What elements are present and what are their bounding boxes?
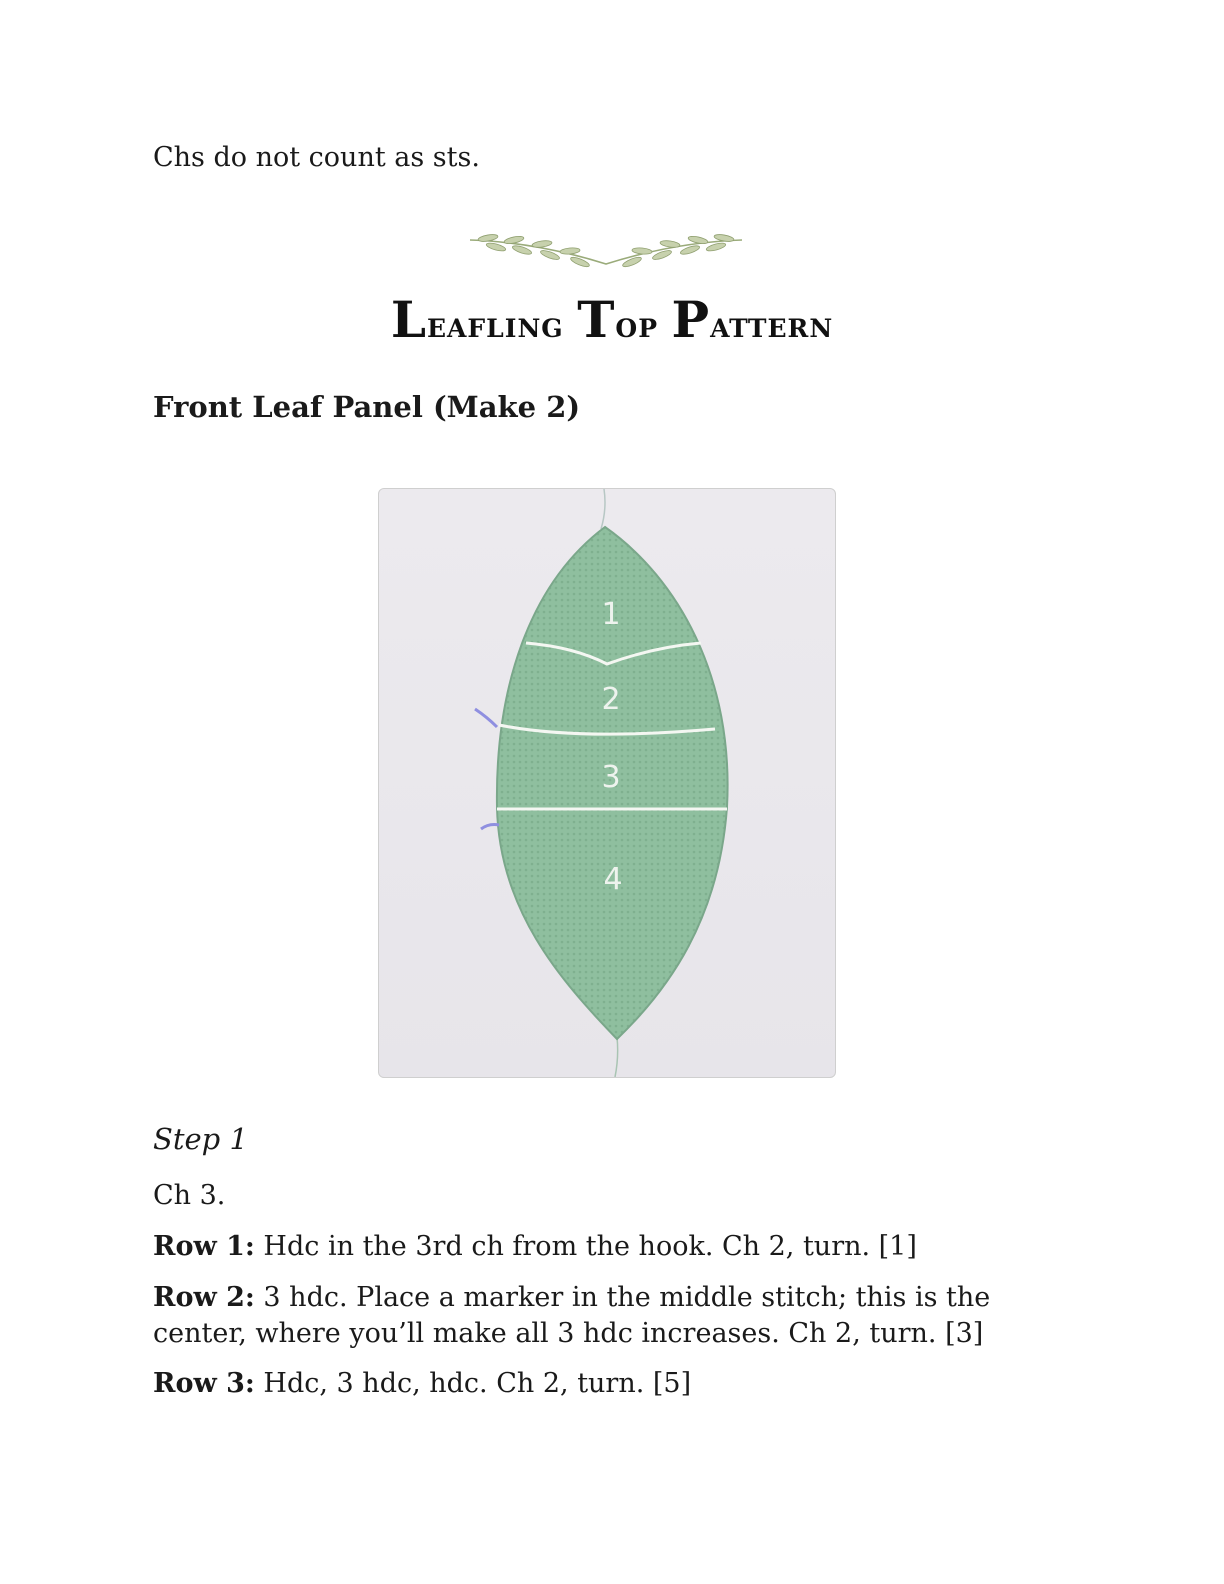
section-heading: Front Leaf Panel (Make 2) xyxy=(153,390,581,424)
instruction-row2 xyxy=(153,1280,1073,1352)
instruction-row3 xyxy=(153,1366,1073,1402)
step-heading: Step 1 xyxy=(153,1122,248,1156)
row3-label: Row 3: xyxy=(153,1368,255,1399)
section-label-4: 4 xyxy=(603,862,623,897)
row1-label: Row 1: xyxy=(153,1231,255,1262)
row2-label: Row 2: xyxy=(153,1282,255,1313)
page-title xyxy=(0,290,1224,349)
section-label-1: 1 xyxy=(601,597,621,632)
row3-text: Hdc, 3 hdc, hdc. Ch 2, turn. [5] xyxy=(254,1368,692,1399)
row1-text: Hdc in the 3rd ch from the hook. Ch 2, turn. [1] xyxy=(254,1231,917,1262)
section-label-2: 2 xyxy=(601,682,621,717)
title-word3-rest: attern xyxy=(710,304,834,346)
intro-text: Chs do not count as sts. xyxy=(153,142,480,173)
title-word1-rest: eafling xyxy=(426,304,564,346)
stitch-markers xyxy=(475,709,499,829)
title-word1-initial: L xyxy=(390,290,427,349)
instruction-ch: Ch 3. xyxy=(153,1180,226,1211)
yarn-tail-bottom xyxy=(615,1037,618,1077)
leaf-panel-photo xyxy=(378,488,836,1078)
row2-text: 3 hdc. Place a marker in the middle stitch; this is the center, where you’ll make all 3 hdc increases. Ch 2, turn. [3] xyxy=(153,1282,991,1349)
leaf-panel-illustration xyxy=(379,489,835,1077)
title-word3-initial: P xyxy=(671,290,711,349)
yarn-tail-top xyxy=(601,489,605,529)
instruction-row1 xyxy=(153,1229,1073,1265)
laurel-ornament-icon xyxy=(466,232,746,274)
section-label-3: 3 xyxy=(601,760,621,795)
title-word2-rest: op xyxy=(615,304,658,346)
title-word2-initial: T xyxy=(577,290,616,349)
